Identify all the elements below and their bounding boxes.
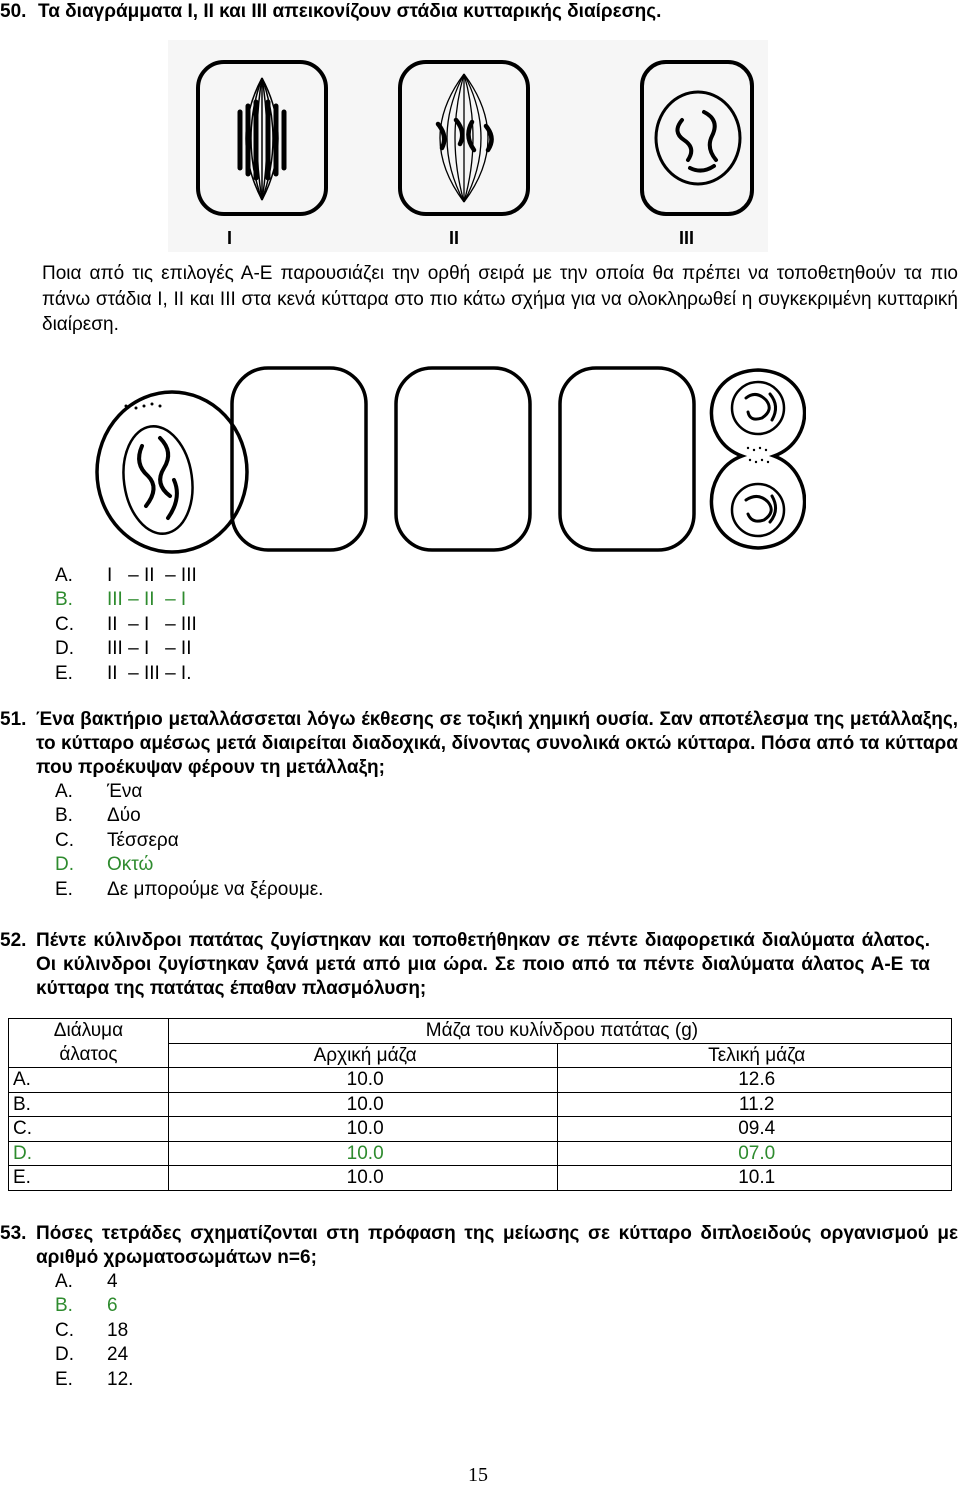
- table-header-row-1: [9, 1019, 952, 1044]
- mass-group-header: Μάζα του κυλίνδρου πατάτας (g): [168, 1019, 951, 1044]
- q50-number: 50.: [0, 1, 27, 22]
- page-number: 15: [468, 1464, 488, 1486]
- stage-label-2: II: [449, 228, 460, 248]
- q53-options: [55, 1270, 133, 1392]
- q53-option-b[interactable]: B. 6: [55, 1295, 118, 1317]
- sequence-svg: [86, 360, 806, 556]
- empty-cell-2: [396, 368, 530, 550]
- stages-svg: [168, 40, 768, 252]
- q52-text: Πέντε κύλινδροι πατάτας ζυγίστηκαν και τοποθετήθηκαν σε πέντε διαφορετικά διαλύματα άλατος. Οι κύλινδροι ζυγίστηκαν ξανά μετά από μια ώρα. Σε ποιο από τα πέντε διαλύματα άλατος Α-Ε τα κύτταρα της πατάτας έπαθαν πλασμόλυση;: [36, 930, 930, 999]
- start-nucleus: [117, 422, 199, 538]
- q50-prompt: Ποια από τις επιλογές Α-Ε παρουσιάζει την ορθή σειρά με την οποία θα πρέπει να τοποθετηθούν τα πιο πάνω στάδια I, II και III στα κενά κύτταρα στο πιο κάτω σχήμα για να ολοκληρωθεί η συγκεκριμένη κυτταρική διαίρεση.: [42, 263, 958, 335]
- q53-option-d[interactable]: D. 24: [55, 1344, 129, 1366]
- q51-option-c[interactable]: C. Τέσσερα: [55, 829, 179, 851]
- table-row: B. 10.0 11.2: [9, 1092, 952, 1117]
- initial-mass-header: Αρχική μάζα: [168, 1043, 558, 1068]
- q53-number: 53.: [0, 1223, 27, 1244]
- q53-text: Πόσες τετράδες σχηματίζονται στη πρόφαση της μείωσης σε κύτταρο διπλοειδούς οργανισμού με αριθμό χρωματοσωμάτων n=6;: [36, 1223, 958, 1268]
- empty-cell-3: [560, 368, 694, 550]
- q50-option-a[interactable]: A. I – II – III: [55, 565, 197, 586]
- cell-stage-3: [642, 62, 752, 214]
- q51-options: [55, 780, 323, 902]
- sequence-figure: [86, 360, 806, 556]
- q50-options: [55, 564, 197, 686]
- q50-option-e[interactable]: E. II – III – I.: [55, 662, 192, 684]
- q50-option-d[interactable]: D. III – I – II: [55, 638, 192, 660]
- q53-option-a[interactable]: A. 4: [55, 1271, 118, 1292]
- q50-option-c[interactable]: C. II – I – III: [55, 613, 197, 635]
- table-row: C. 10.0 09.4: [9, 1117, 952, 1142]
- table-row: A. 10.0 12.6: [9, 1068, 952, 1093]
- q51-number: 51.: [0, 709, 27, 730]
- start-chromosomes: [139, 438, 177, 518]
- empty-cell-1: [232, 368, 366, 550]
- daughter-chromosomes: [746, 394, 776, 522]
- start-cell: [97, 392, 247, 552]
- q53-option-c[interactable]: C. 18: [55, 1319, 129, 1341]
- q51-option-d[interactable]: D. Οκτώ: [55, 854, 154, 876]
- q52-number: 52.: [0, 930, 27, 951]
- mass-table: [8, 1018, 952, 1191]
- q51-option-e[interactable]: E. Δε μπορούμε να ξέρουμε.: [55, 878, 324, 900]
- col-solution-header: Διάλυμα άλατος: [9, 1019, 169, 1068]
- stage-label-3: III: [679, 228, 695, 248]
- final-mass-header: Τελική μάζα: [558, 1043, 952, 1068]
- division-dots: [747, 447, 769, 463]
- q51-text: Ένα βακτήριο μεταλλάσσεται λόγω έκθεσης σε τοξική χημική ουσία. Σαν αποτέλεσμα της μετάλλαξης, το κύτταρο αμέσως μετά διαιρείται διαδοχικά, δίνοντας συνολικά οκτώ κύτταρα. Πόσα από τα κύτταρα που προέκυψαν φέρουν τη μετάλλαξη;: [36, 709, 958, 778]
- chromosomes-stage-3: [677, 112, 716, 171]
- table-row-correct: D. 10.0 07.0: [9, 1141, 952, 1166]
- q53-option-e[interactable]: E. 12.: [55, 1368, 134, 1390]
- q50-option-b[interactable]: B. III – II – I: [55, 589, 187, 611]
- spindle-stage-1: [246, 78, 278, 200]
- stages-figure: [168, 40, 768, 252]
- q50-title: Τα διαγράμματα I, II και III απεικονίζουν στάδια κυτταρικής διαίρεσης.: [38, 1, 662, 22]
- q51-option-a[interactable]: A. Ένα: [55, 781, 143, 802]
- chromosomes-stage-2: [438, 120, 492, 150]
- stage-label-1: I: [227, 228, 233, 248]
- q51-option-b[interactable]: B. Δύο: [55, 805, 141, 827]
- table-row: E. 10.0 10.1: [9, 1166, 952, 1191]
